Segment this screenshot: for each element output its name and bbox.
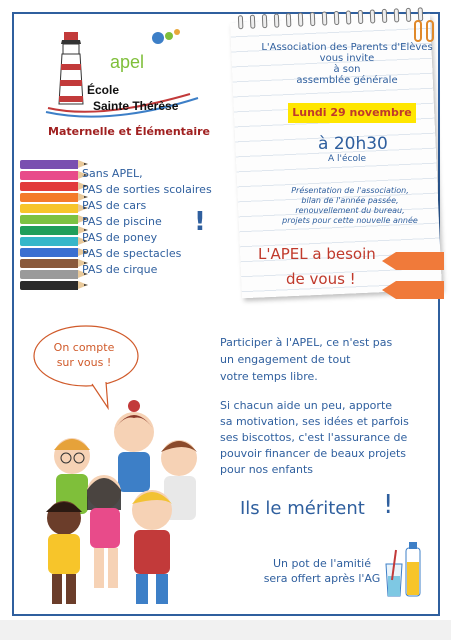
without-apel-list	[82, 166, 212, 278]
pencil-icon	[20, 248, 78, 257]
meeting-place: A l'école	[328, 154, 367, 164]
spiral-ring	[346, 10, 352, 24]
pencil-icon	[20, 160, 78, 169]
spiral-ring	[394, 8, 400, 22]
pot-line: Un pot de l'amitié	[272, 557, 372, 570]
pencil-icon	[20, 226, 78, 235]
invite-text	[258, 42, 436, 86]
paragraph-line: Participer à l'APEL, ce n'est pas	[220, 336, 393, 349]
list-item: PAS de poney	[82, 231, 158, 244]
list-item: PAS de sorties scolaires	[82, 183, 212, 196]
spiral-ring	[370, 9, 376, 23]
apel-word: apel	[110, 52, 145, 72]
bubble-line: sur vous !	[56, 356, 112, 369]
spiral-ring	[238, 15, 244, 29]
school-name-line2: Sainte Thérèse	[93, 99, 179, 113]
list-item: PAS de piscine	[82, 215, 162, 228]
invite-line: vous invite	[319, 53, 375, 64]
paragraph-line: Si chacun aide un peu, apporte	[220, 399, 393, 412]
list-item: PAS de spectacles	[82, 247, 182, 260]
merit-exclamation: !	[383, 490, 394, 520]
spiral-ring	[298, 12, 304, 26]
children-illustration	[24, 400, 214, 612]
spiral-ring	[286, 13, 292, 27]
drinks-icon	[382, 540, 428, 600]
paperclip-icon	[414, 20, 422, 42]
pencil-icon	[20, 193, 78, 202]
paragraph-line: votre temps libre.	[220, 370, 318, 383]
paragraph-line: un engagement de tout	[220, 353, 351, 366]
paperclip-icon	[426, 20, 434, 42]
list-item: PAS de cars	[82, 199, 147, 212]
school-name-line1: École	[87, 83, 120, 97]
spiral-ring	[250, 15, 256, 29]
spiral-ring	[334, 11, 340, 25]
agenda-line: Présentation de l'association,	[291, 186, 409, 195]
school-logo	[40, 24, 210, 144]
friendship-drink-text	[256, 556, 388, 586]
paragraph-line: pouvoir financer de beaux projets	[220, 447, 407, 460]
orange-tab	[396, 281, 444, 299]
pencil-icon	[20, 204, 78, 213]
invite-line: assemblée générale	[296, 75, 398, 86]
agenda-line: bilan de l'année passée,	[301, 196, 399, 205]
pencil-icon	[20, 171, 78, 180]
pencil-icon	[20, 215, 78, 224]
agenda-line: renouvellement du bureau,	[295, 206, 405, 215]
bottom-strip	[0, 620, 451, 640]
list-exclamation: !	[194, 207, 206, 237]
pencil-icon	[20, 270, 78, 279]
they-deserve-it: Ils le méritent	[240, 498, 365, 519]
spiral-ring	[262, 14, 268, 28]
pencil-icon	[20, 237, 78, 246]
spiral-ring	[322, 11, 328, 25]
apel-needs-you-line2: de vous !	[286, 270, 356, 288]
spiral-ring	[310, 12, 316, 26]
spiral-ring	[274, 14, 280, 28]
orange-tab	[396, 252, 444, 270]
spiral-ring	[358, 10, 364, 24]
apel-needs-you-line1: L'APEL a besoin	[258, 245, 376, 263]
agenda-line: projets pour cette nouvelle année	[282, 216, 418, 225]
bubble-line: On compte	[53, 341, 115, 354]
meeting-time: à 20h30	[318, 134, 388, 154]
pencil-icon	[20, 182, 78, 191]
invite-line: à son	[333, 64, 361, 75]
spiral-ring	[406, 8, 412, 22]
participation-paragraph	[220, 334, 430, 385]
colored-pencils	[20, 160, 84, 300]
invite-line: L'Association des Parents d'Elèves	[261, 42, 433, 53]
list-item: PAS de cirque	[82, 263, 158, 276]
pencil-icon	[20, 281, 78, 290]
meeting-date: Lundi 29 novembre	[292, 106, 412, 119]
paragraph-line: sa motivation, ses idées et parfois	[220, 415, 409, 428]
paragraph-line: ses biscottos, c'est l'assurance de	[220, 431, 408, 444]
help-paragraph	[220, 398, 432, 478]
meeting-agenda	[270, 186, 430, 226]
paragraph-line: pour nos enfants	[220, 463, 314, 476]
list-item: Sans APEL,	[82, 167, 143, 180]
pot-line: sera offert après l'AG	[263, 572, 381, 585]
bubble-text	[36, 340, 132, 370]
pencil-icon	[20, 259, 78, 268]
spiral-ring	[382, 9, 388, 23]
school-subtitle: Maternelle et Élémentaire	[48, 125, 211, 138]
